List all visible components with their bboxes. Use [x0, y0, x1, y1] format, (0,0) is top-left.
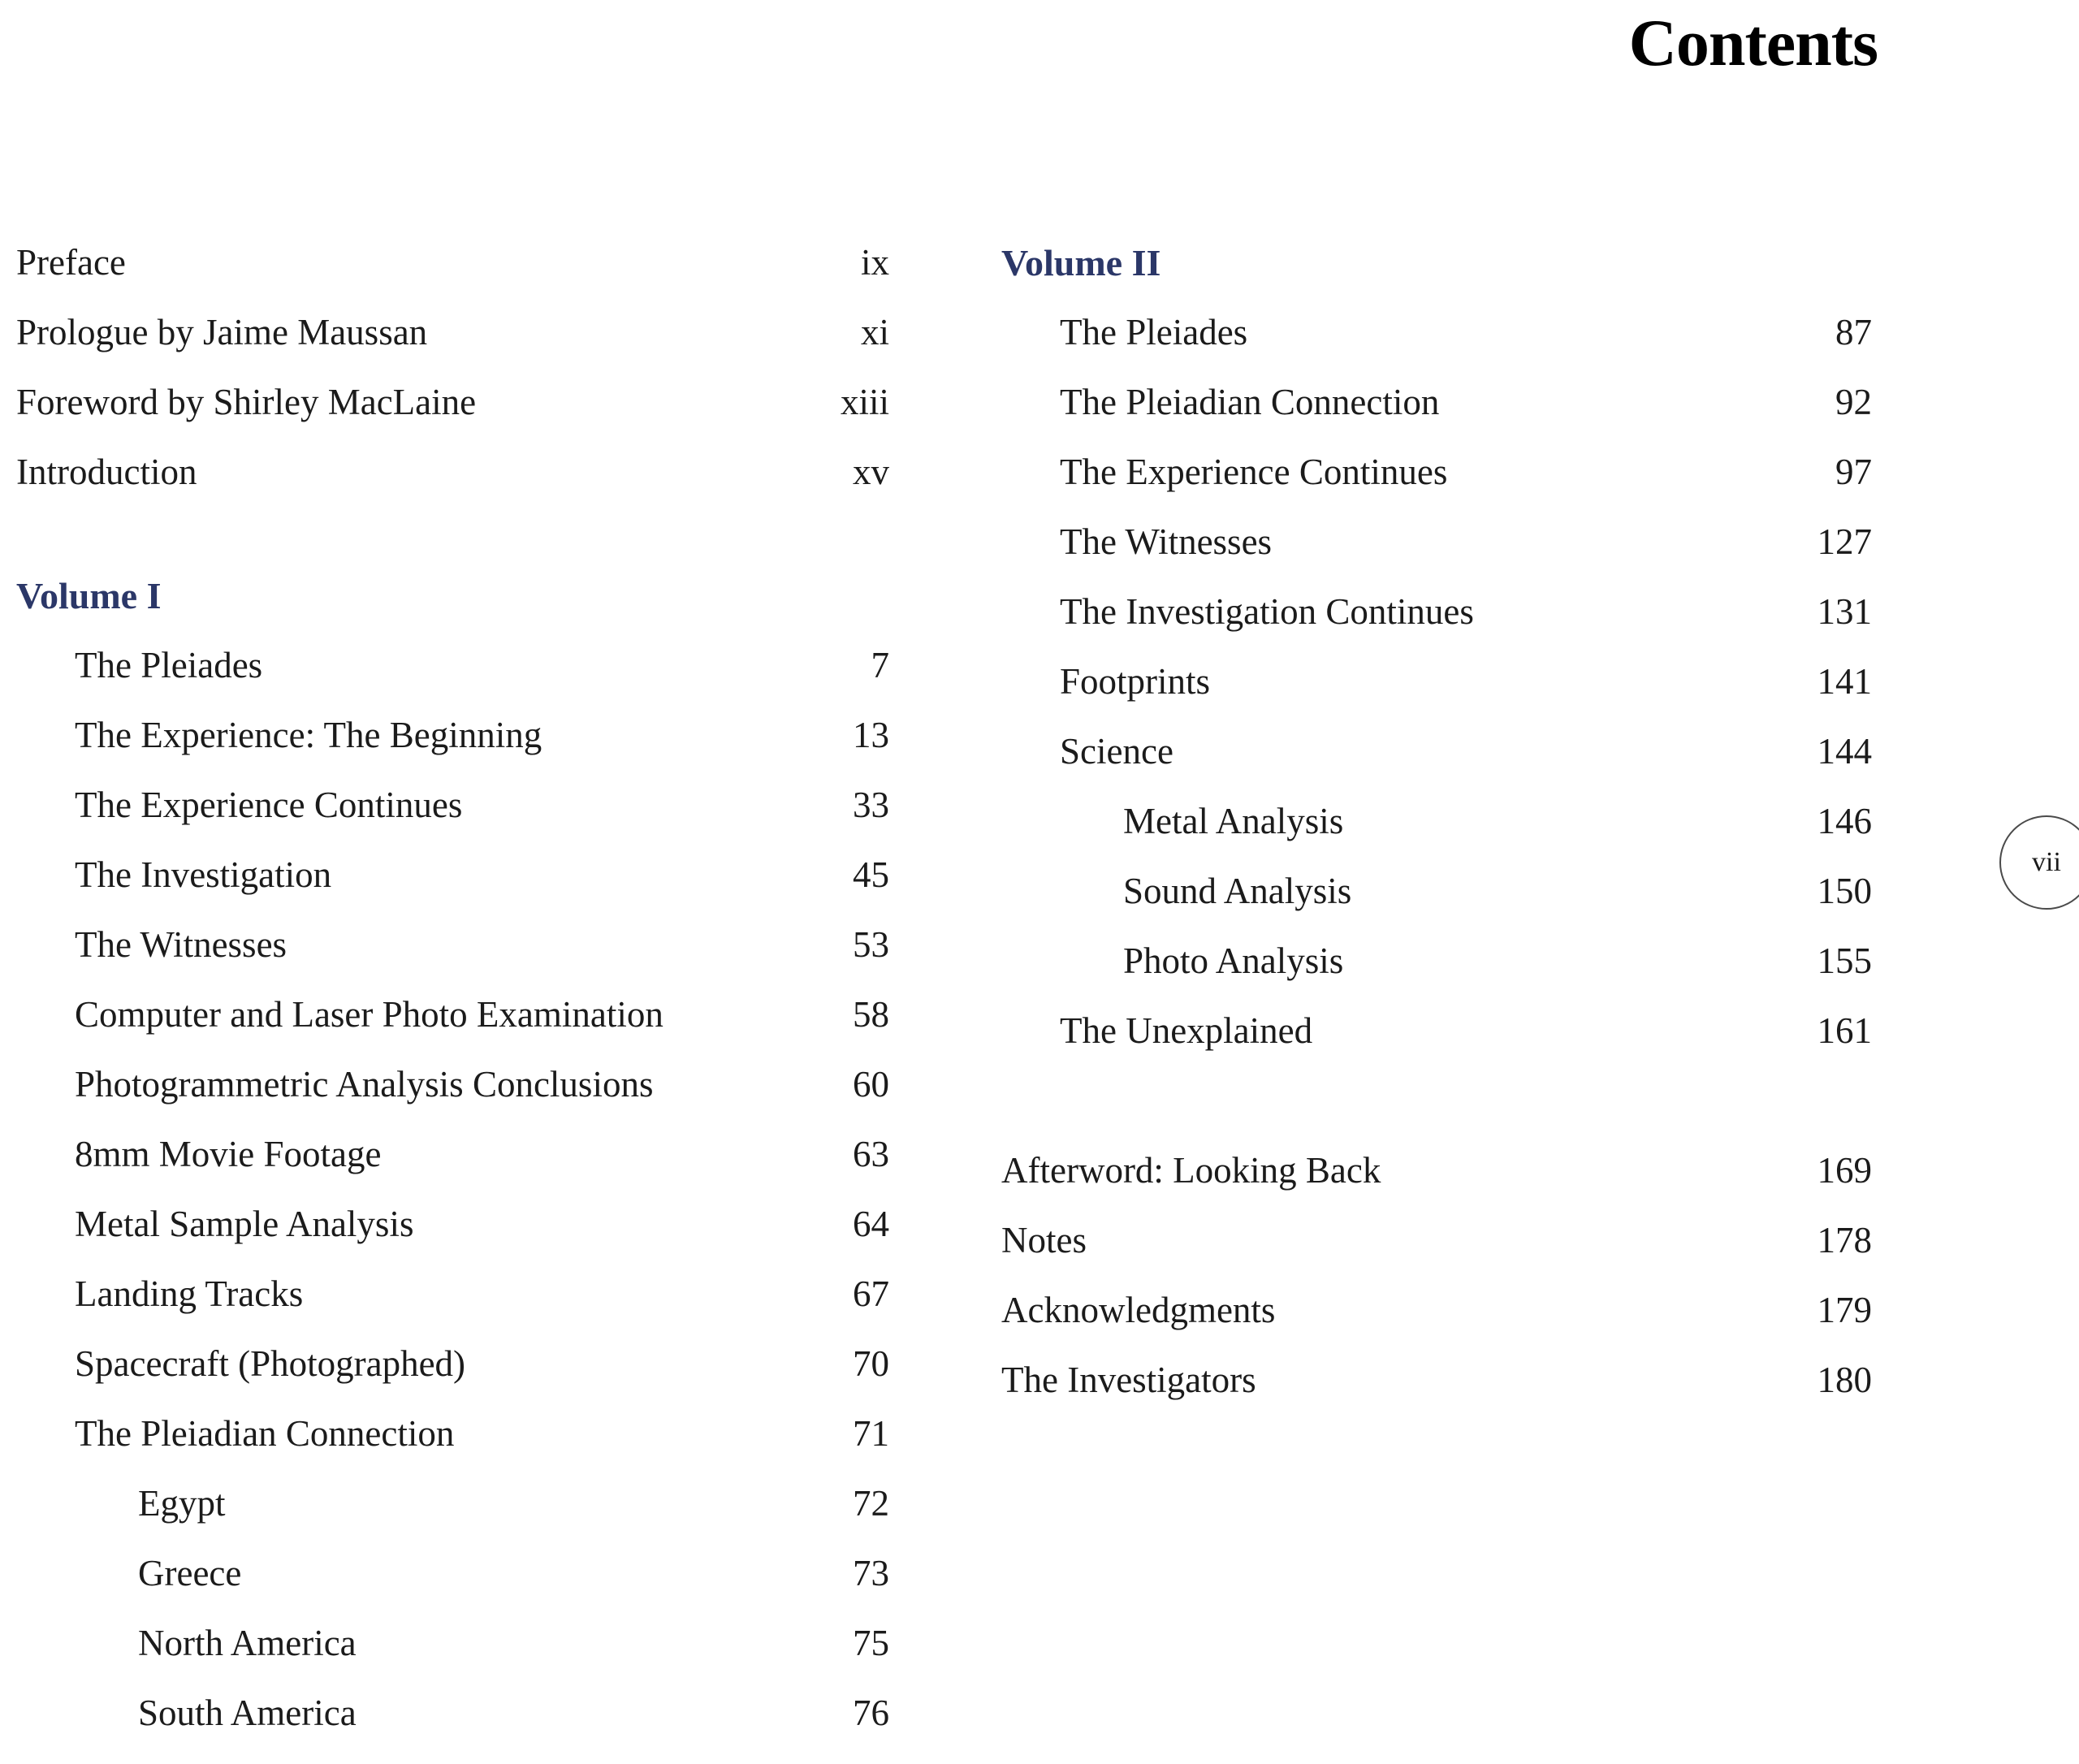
toc-entry-label: Computer and Laser Photo Examination — [75, 994, 663, 1035]
volume-2-section — [1001, 313, 1872, 1082]
toc-entry — [16, 453, 889, 523]
toc-entry-label: Prologue by Jaime Maussan — [16, 312, 428, 352]
toc-entry — [1001, 383, 1872, 453]
toc-entry — [16, 1275, 889, 1345]
toc-entry-label: Science — [1060, 731, 1173, 772]
toc-entry — [16, 383, 889, 453]
page-number-marker — [1999, 815, 2079, 910]
toc-entry-page: 127 — [1817, 521, 1872, 562]
toc-entry-page: 97 — [1835, 452, 1872, 492]
toc-entry-page: 92 — [1835, 382, 1872, 422]
toc-entry-page: 73 — [853, 1553, 889, 1593]
toc-entry — [16, 1345, 889, 1415]
toc-entry-page: 60 — [853, 1064, 889, 1105]
toc-entry — [16, 1135, 889, 1205]
toc-entry-page: 169 — [1817, 1150, 1872, 1191]
toc-entry — [16, 1205, 889, 1275]
toc-entry-page: 178 — [1817, 1220, 1872, 1260]
toc-entry-page: 155 — [1817, 940, 1872, 981]
toc-right-column — [1001, 244, 1872, 1431]
toc-entry-page: xv — [853, 452, 889, 492]
toc-entry-page: 45 — [853, 854, 889, 895]
toc-entry — [16, 646, 889, 716]
toc-entry-page: ix — [860, 242, 889, 283]
page-number-label: vii — [2032, 847, 2061, 877]
toc-entry-page: 179 — [1817, 1290, 1872, 1330]
toc-entry-label: Notes — [1001, 1220, 1087, 1260]
toc-entry-label: The Experience: The Beginning — [75, 715, 542, 755]
toc-entry — [16, 716, 889, 786]
toc-entry — [1001, 872, 1872, 942]
toc-entry — [1001, 593, 1872, 663]
toc-entry-label: The Investigation — [75, 854, 332, 895]
toc-entry-label: Metal Sample Analysis — [75, 1204, 414, 1244]
toc-entry — [16, 786, 889, 856]
toc-entry — [1001, 313, 1872, 383]
toc-entry-label: The Pleiades — [1060, 312, 1248, 352]
toc-entry — [1001, 802, 1872, 872]
toc-entry-page: 180 — [1817, 1360, 1872, 1400]
toc-entry-page: 131 — [1817, 591, 1872, 632]
toc-entry-page: 87 — [1835, 312, 1872, 352]
toc-entry — [16, 1624, 889, 1694]
toc-entry — [16, 856, 889, 926]
toc-entry-page: xiii — [840, 382, 889, 422]
toc-entry — [16, 1415, 889, 1485]
toc-entry-page: 76 — [853, 1693, 889, 1733]
toc-entry-page: xi — [860, 312, 889, 352]
toc-entry-label: Spacecraft (Photographed) — [75, 1343, 466, 1384]
toc-entry — [16, 1694, 889, 1764]
toc-entry-label: Footprints — [1060, 661, 1211, 702]
toc-entry-label: The Investigation Continues — [1060, 591, 1474, 632]
toc-entry-page: 141 — [1817, 661, 1872, 702]
toc-entry-page: 70 — [853, 1343, 889, 1384]
toc-entry-label: The Pleiadian Connection — [75, 1413, 455, 1454]
toc-entry-page: 58 — [853, 994, 889, 1035]
page-title: Contents — [1628, 6, 1878, 80]
toc-entry — [1001, 1152, 1872, 1221]
toc-entry-page: 13 — [853, 715, 889, 755]
toc-entry-label: The Unexplained — [1060, 1010, 1313, 1051]
toc-entry-label: 8mm Movie Footage — [75, 1134, 382, 1174]
toc-entry-label: Afterword: Looking Back — [1001, 1150, 1381, 1191]
toc-entry-page: 7 — [871, 645, 889, 685]
toc-entry-label: Introduction — [16, 452, 197, 492]
toc-entry — [1001, 663, 1872, 733]
toc-entry-page: 33 — [853, 785, 889, 825]
toc-entry-label: The Experience Continues — [1060, 452, 1448, 492]
toc-entry-page: 63 — [853, 1134, 889, 1174]
toc-entry-label: The Witnesses — [1060, 521, 1273, 562]
toc-entry-label: The Witnesses — [75, 924, 287, 965]
toc-entry — [1001, 942, 1872, 1012]
toc-entry-page: 144 — [1817, 731, 1872, 772]
toc-entry-page: 161 — [1817, 1010, 1872, 1051]
toc-entry-page: 150 — [1817, 871, 1872, 911]
toc-entry — [16, 1554, 889, 1624]
toc-entry — [16, 996, 889, 1066]
volume-2-heading: Volume II — [1001, 242, 1161, 283]
toc-left-column — [16, 244, 889, 1764]
toc-entry-label: Egypt — [138, 1483, 226, 1524]
toc-entry-label: South America — [138, 1693, 357, 1733]
toc-entry-label: Landing Tracks — [75, 1273, 304, 1314]
toc-entry — [1001, 1361, 1872, 1431]
toc-entry-page: 71 — [853, 1413, 889, 1454]
volume-1-heading: Volume I — [16, 575, 162, 616]
toc-entry-page: 53 — [853, 924, 889, 965]
toc-entry-label: The Pleiadian Connection — [1060, 382, 1440, 422]
toc-entry-label: Preface — [16, 242, 126, 283]
toc-entry-label: Foreword by Shirley MacLaine — [16, 382, 477, 422]
toc-entry — [16, 1485, 889, 1554]
toc-entry — [1001, 453, 1872, 523]
toc-entry — [1001, 523, 1872, 593]
toc-entry-page: 72 — [853, 1483, 889, 1524]
toc-entry-label: The Experience Continues — [75, 785, 463, 825]
back-matter-section — [1001, 1152, 1872, 1431]
toc-entry-label: Photogrammetric Analysis Conclusions — [75, 1064, 654, 1105]
toc-entry-label: Photo Analysis — [1123, 940, 1344, 981]
toc-entry — [16, 1066, 889, 1135]
toc-entry — [1001, 1012, 1872, 1082]
toc-entry-label: Acknowledgments — [1001, 1290, 1276, 1330]
toc-entry-label: Sound Analysis — [1123, 871, 1352, 911]
toc-entry-label: Metal Analysis — [1123, 801, 1344, 841]
toc-entry-label: Greece — [138, 1553, 242, 1593]
volume-1-section — [16, 646, 889, 1764]
toc-entry — [1001, 1291, 1872, 1361]
toc-entry — [16, 313, 889, 383]
toc-entry-label: The Investigators — [1001, 1360, 1256, 1400]
toc-entry-page: 146 — [1817, 801, 1872, 841]
toc-entry-label: North America — [138, 1623, 357, 1663]
front-matter-section — [16, 244, 889, 523]
toc-entry-page: 67 — [853, 1273, 889, 1314]
toc-entry — [1001, 1221, 1872, 1291]
toc-entry — [16, 926, 889, 996]
toc-entry-page: 75 — [853, 1623, 889, 1663]
toc-entry — [1001, 733, 1872, 802]
toc-entry-page: 64 — [853, 1204, 889, 1244]
toc-entry-label: The Pleiades — [75, 645, 263, 685]
toc-entry — [16, 244, 889, 313]
